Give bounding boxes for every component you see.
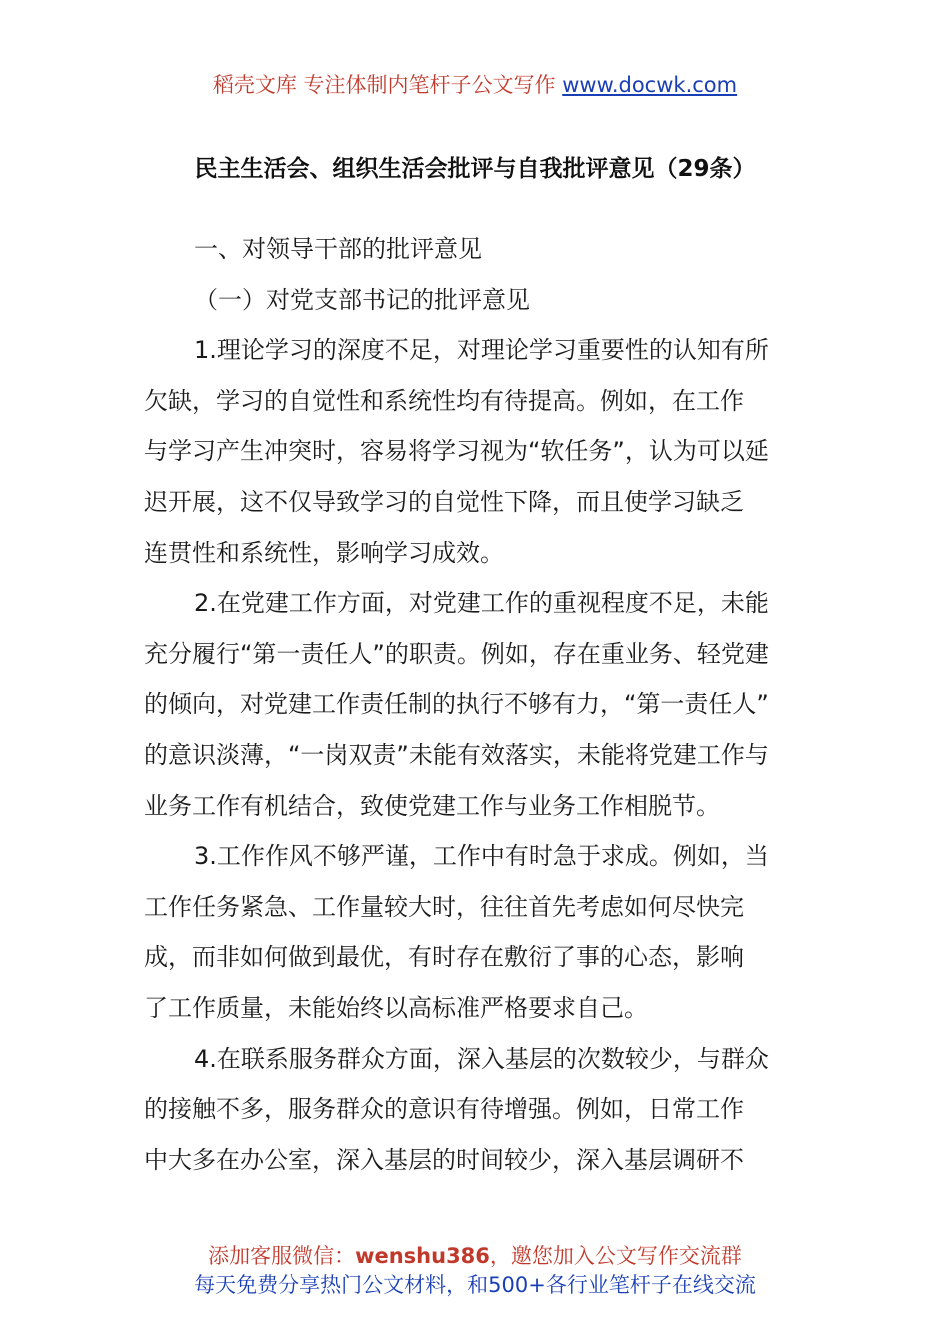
paragraph-line: 1.理论学习的深度不足，对理论学习重要性的认知有所: [194, 336, 769, 365]
header-brand-text: 稻壳文库 专注体制内笔杆子公文写作: [212, 73, 563, 97]
footer-contact-suffix: ，邀您加入公文写作交流群: [489, 1244, 742, 1268]
footer-contact-line: [0, 1242, 950, 1271]
header-website-link[interactable]: www.docwk.com: [562, 73, 738, 97]
paragraph-line: 工作任务紧急、工作量较大时，往往首先考虑如何尽快完: [144, 892, 744, 921]
paragraph-line: 3.工作作风不够严谨，工作中有时急于求成。例如，当: [194, 842, 769, 871]
paragraph-line: 了工作质量，未能始终以高标准严格要求自己。: [144, 993, 648, 1022]
paragraph-line: 迟开展，这不仅导致学习的自觉性下降，而且使学习缺乏: [144, 487, 744, 516]
paragraph-line: 的意识淡薄，“一岗双责”未能有效落实，未能将党建工作与: [144, 740, 769, 769]
paragraph-line: 的倾向，对党建工作责任制的执行不够有力，“第一责任人”: [144, 690, 769, 719]
document-title: 民主生活会、组织生活会批评与自我批评意见（29条）: [194, 156, 756, 182]
paragraph-line: 充分履行“第一责任人”的职责。例如，存在重业务、轻党建: [144, 639, 769, 668]
document-body: [144, 224, 808, 1185]
paragraph-line: 与学习产生冲突时，容易将学习视为“软任务”，认为可以延: [144, 437, 769, 466]
paragraph-line: 4.在联系服务群众方面，深入基层的次数较少，与群众: [194, 1044, 769, 1073]
paragraph-line: 成，而非如何做到最优，有时存在敷衍了事的心态，影响: [144, 943, 744, 972]
subsection-heading: （一）对党支部书记的批评意见: [194, 285, 530, 314]
paragraph-line: 的接触不多，服务群众的意识有待增强。例如，日常工作: [144, 1095, 744, 1124]
page-footer: [0, 1242, 950, 1300]
footer-promo-line: 每天免费分享热门公文材料，和500+各行业笔杆子在线交流: [194, 1273, 756, 1297]
paragraph-line: 业务工作有机结合，致使党建工作与业务工作相脱节。: [144, 791, 720, 820]
paragraph-line: 欠缺，学习的自觉性和系统性均有待提高。例如，在工作: [144, 386, 744, 415]
footer-wechat-id: wenshu386: [355, 1244, 490, 1268]
paragraph-line: 连贯性和系统性，影响学习成效。: [144, 538, 504, 567]
footer-contact-prefix: 添加客服微信：: [208, 1244, 356, 1268]
paragraph-line: 中大多在办公室，深入基层的时间较少，深入基层调研不: [144, 1145, 744, 1174]
paragraph-line: 2.在党建工作方面，对党建工作的重视程度不足，未能: [194, 589, 769, 618]
section-heading: 一、对领导干部的批评意见: [194, 235, 482, 263]
page-header: [0, 70, 950, 100]
